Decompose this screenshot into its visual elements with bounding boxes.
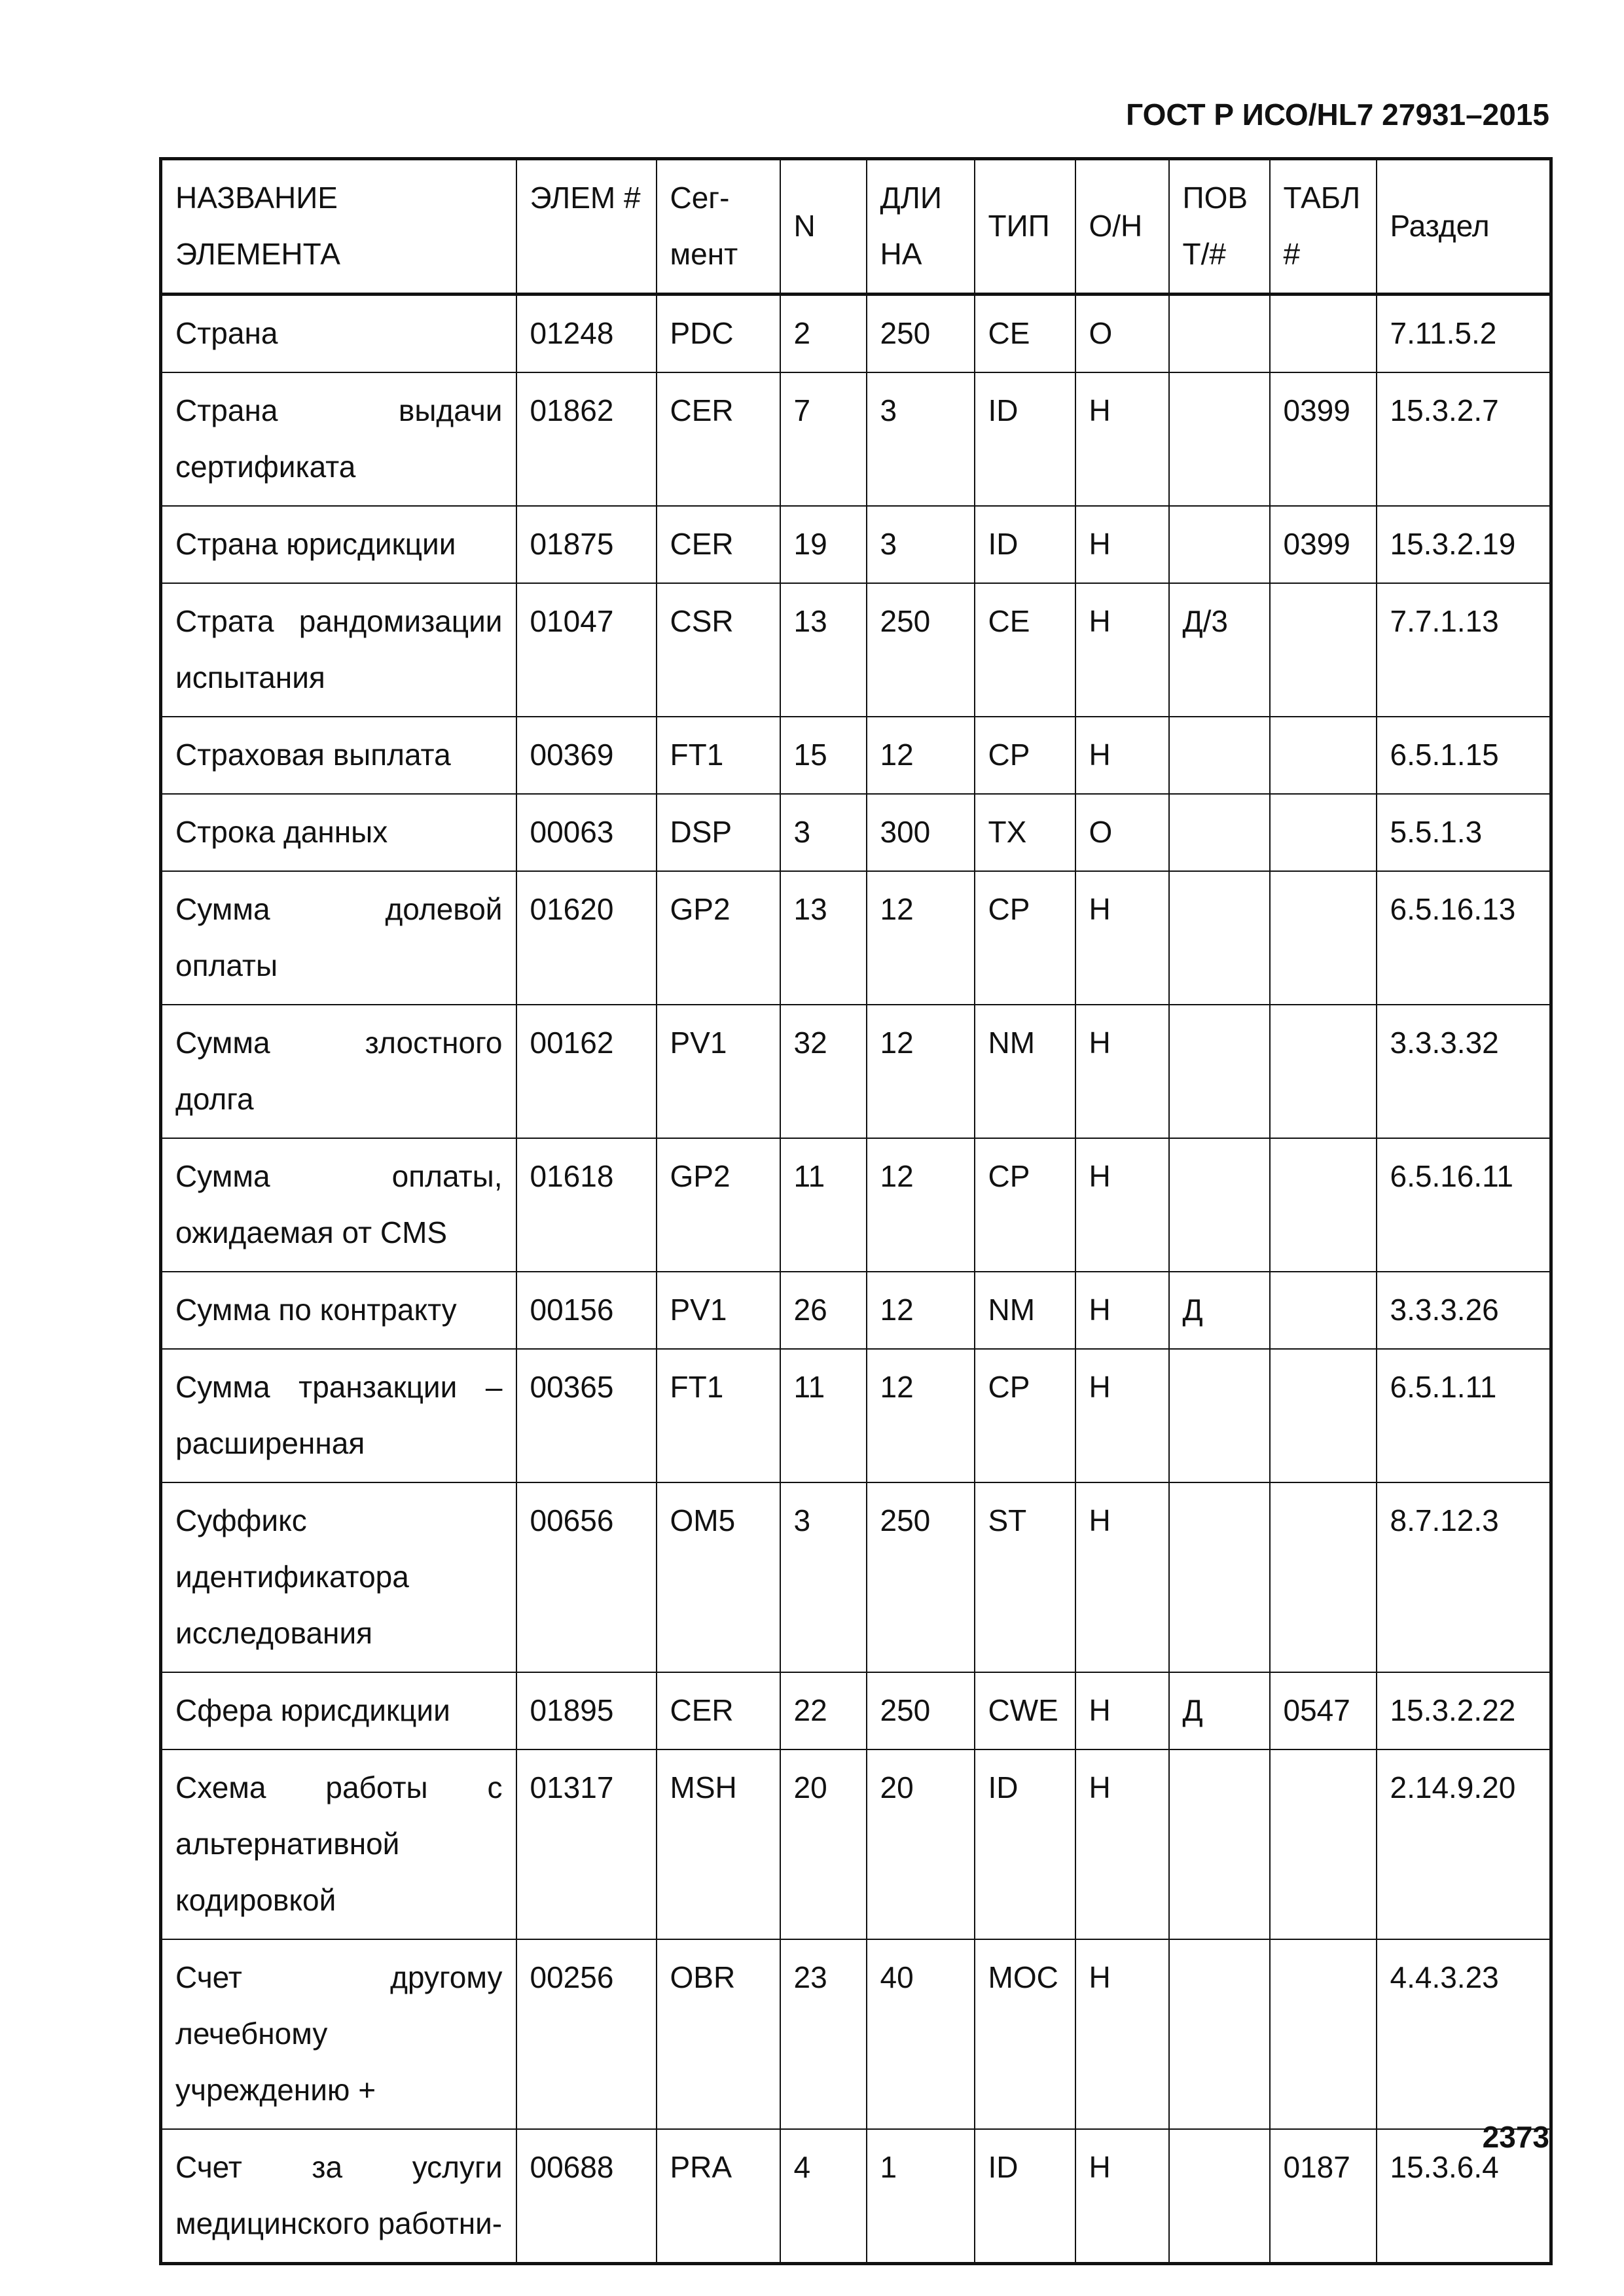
column-header-length: ДЛИНА	[867, 159, 975, 295]
cell-length: 40	[867, 1939, 975, 2129]
cell-table-number	[1270, 794, 1377, 871]
cell-segment: OM5	[657, 1482, 780, 1672]
cell-element-number: 01620	[516, 871, 657, 1005]
cell-repeat	[1169, 871, 1270, 1005]
cell-section: 4.4.3.23	[1377, 1939, 1551, 2129]
table-row	[161, 1749, 1551, 1939]
cell-table-number	[1270, 583, 1377, 717]
cell-repeat	[1169, 717, 1270, 794]
table-row	[161, 506, 1551, 583]
cell-repeat	[1169, 2129, 1270, 2264]
cell-length: 250	[867, 1672, 975, 1749]
cell-data-type: CWE	[975, 1672, 1075, 1749]
cell-required: Н	[1075, 1349, 1169, 1482]
cell-sequence-number: 11	[780, 1138, 867, 1272]
cell-required: О	[1075, 794, 1169, 871]
column-header-sequence-number: N	[780, 159, 867, 295]
cell-segment: MSH	[657, 1749, 780, 1939]
cell-section: 15.3.2.19	[1377, 506, 1551, 583]
table-body	[161, 295, 1551, 2264]
column-header-segment: Сег-мент	[657, 159, 780, 295]
column-header-element-number: ЭЛЕМ #	[516, 159, 657, 295]
cell-repeat	[1169, 1482, 1270, 1672]
cell-element-name: Сумма по контракту	[161, 1272, 516, 1349]
table-row	[161, 1272, 1551, 1349]
table-row	[161, 2129, 1551, 2264]
cell-segment: CER	[657, 1672, 780, 1749]
cell-required: Н	[1075, 583, 1169, 717]
cell-data-type: CE	[975, 583, 1075, 717]
cell-data-type: ID	[975, 372, 1075, 506]
cell-sequence-number: 4	[780, 2129, 867, 2264]
header-row	[161, 159, 1551, 295]
cell-required: Н	[1075, 1005, 1169, 1138]
cell-data-type: NM	[975, 1272, 1075, 1349]
cell-table-number	[1270, 717, 1377, 794]
cell-element-number: 00688	[516, 2129, 657, 2264]
cell-segment: CSR	[657, 583, 780, 717]
cell-section: 8.7.12.3	[1377, 1482, 1551, 1672]
cell-element-name: Страна юрисдикции	[161, 506, 516, 583]
table-row	[161, 1482, 1551, 1672]
cell-repeat: Д/3	[1169, 583, 1270, 717]
cell-section: 15.3.2.22	[1377, 1672, 1551, 1749]
cell-required: Н	[1075, 1138, 1169, 1272]
cell-repeat	[1169, 1005, 1270, 1138]
cell-sequence-number: 2	[780, 295, 867, 373]
cell-data-type: CP	[975, 717, 1075, 794]
cell-repeat	[1169, 1138, 1270, 1272]
column-header-repeat: ПОВТ/#	[1169, 159, 1270, 295]
cell-element-number: 01895	[516, 1672, 657, 1749]
cell-segment: OBR	[657, 1939, 780, 2129]
cell-element-name: Суффикс идентификатора исследования	[161, 1482, 516, 1672]
cell-repeat	[1169, 1349, 1270, 1482]
cell-section: 15.3.6.4	[1377, 2129, 1551, 2264]
table-row	[161, 794, 1551, 871]
cell-length: 12	[867, 1138, 975, 1272]
cell-table-number	[1270, 1749, 1377, 1939]
cell-element-number: 00256	[516, 1939, 657, 2129]
table-row	[161, 583, 1551, 717]
cell-section: 6.5.16.13	[1377, 871, 1551, 1005]
cell-element-name: Счет за услуги медицинского работни-	[161, 2129, 516, 2264]
cell-repeat: Д	[1169, 1672, 1270, 1749]
cell-element-number: 01618	[516, 1138, 657, 1272]
cell-sequence-number: 22	[780, 1672, 867, 1749]
cell-table-number	[1270, 1939, 1377, 2129]
cell-data-type: ID	[975, 2129, 1075, 2264]
cell-table-number	[1270, 1138, 1377, 1272]
cell-required: Н	[1075, 1749, 1169, 1939]
cell-section: 3.3.3.32	[1377, 1005, 1551, 1138]
cell-sequence-number: 11	[780, 1349, 867, 1482]
cell-element-name: Страна выдачи сертификата	[161, 372, 516, 506]
cell-length: 250	[867, 1482, 975, 1672]
cell-required: Н	[1075, 2129, 1169, 2264]
cell-length: 3	[867, 372, 975, 506]
cell-segment: PDC	[657, 295, 780, 373]
cell-repeat	[1169, 372, 1270, 506]
cell-length: 20	[867, 1749, 975, 1939]
table-row	[161, 871, 1551, 1005]
cell-element-number: 00063	[516, 794, 657, 871]
cell-required: O	[1075, 295, 1169, 373]
cell-length: 300	[867, 794, 975, 871]
cell-table-number	[1270, 871, 1377, 1005]
cell-data-type: MOC	[975, 1939, 1075, 2129]
cell-element-number: 00156	[516, 1272, 657, 1349]
cell-element-name: Сфера юрисдикции	[161, 1672, 516, 1749]
cell-table-number	[1270, 295, 1377, 373]
cell-element-number: 01875	[516, 506, 657, 583]
cell-length: 12	[867, 717, 975, 794]
cell-length: 1	[867, 2129, 975, 2264]
table-row	[161, 372, 1551, 506]
cell-repeat	[1169, 506, 1270, 583]
cell-segment: PV1	[657, 1272, 780, 1349]
cell-required: Н	[1075, 871, 1169, 1005]
column-header-element-name: НАЗВАНИЕ ЭЛЕМЕНТА	[161, 159, 516, 295]
document-header: ГОСТ Р ИСО/HL7 27931–2015	[1126, 98, 1549, 132]
cell-repeat: Д	[1169, 1272, 1270, 1349]
cell-data-type: CP	[975, 1349, 1075, 1482]
cell-section: 7.7.1.13	[1377, 583, 1551, 717]
cell-element-number: 00365	[516, 1349, 657, 1482]
cell-table-number: 0399	[1270, 506, 1377, 583]
table-header	[161, 159, 1551, 295]
cell-table-number: 0399	[1270, 372, 1377, 506]
cell-data-type: ST	[975, 1482, 1075, 1672]
cell-segment: PRA	[657, 2129, 780, 2264]
cell-section: 6.5.16.11	[1377, 1138, 1551, 1272]
cell-section: 3.3.3.26	[1377, 1272, 1551, 1349]
cell-section: 6.5.1.11	[1377, 1349, 1551, 1482]
cell-element-name: Сумма долевой оплаты	[161, 871, 516, 1005]
cell-repeat	[1169, 1749, 1270, 1939]
cell-sequence-number: 13	[780, 871, 867, 1005]
cell-sequence-number: 13	[780, 583, 867, 717]
cell-segment: DSP	[657, 794, 780, 871]
cell-required: Н	[1075, 1482, 1169, 1672]
table-row	[161, 1005, 1551, 1138]
cell-element-number: 00369	[516, 717, 657, 794]
data-elements-table	[159, 157, 1553, 2265]
cell-data-type: NM	[975, 1005, 1075, 1138]
table-row	[161, 717, 1551, 794]
cell-data-type: CE	[975, 295, 1075, 373]
cell-length: 3	[867, 506, 975, 583]
table-row	[161, 295, 1551, 373]
cell-element-number: 00656	[516, 1482, 657, 1672]
cell-length: 250	[867, 295, 975, 373]
cell-element-name: Счет другому лечебному учреждению +	[161, 1939, 516, 2129]
cell-section: 6.5.1.15	[1377, 717, 1551, 794]
cell-table-number	[1270, 1272, 1377, 1349]
cell-segment: GP2	[657, 871, 780, 1005]
cell-required: Н	[1075, 1272, 1169, 1349]
cell-length: 12	[867, 1349, 975, 1482]
cell-data-type: CP	[975, 871, 1075, 1005]
cell-element-name: Страховая выплата	[161, 717, 516, 794]
cell-sequence-number: 15	[780, 717, 867, 794]
cell-table-number: 0187	[1270, 2129, 1377, 2264]
cell-sequence-number: 3	[780, 1482, 867, 1672]
column-header-required: О/Н	[1075, 159, 1169, 295]
cell-segment: CER	[657, 506, 780, 583]
table-row	[161, 1672, 1551, 1749]
column-header-table-number: ТАБЛ#	[1270, 159, 1377, 295]
cell-repeat	[1169, 794, 1270, 871]
cell-table-number	[1270, 1482, 1377, 1672]
cell-sequence-number: 7	[780, 372, 867, 506]
cell-segment: CER	[657, 372, 780, 506]
table-row	[161, 1939, 1551, 2129]
cell-required: Н	[1075, 1672, 1169, 1749]
cell-repeat	[1169, 1939, 1270, 2129]
cell-section: 7.11.5.2	[1377, 295, 1551, 373]
cell-element-name: Страта рандомизации испытания	[161, 583, 516, 717]
cell-sequence-number: 32	[780, 1005, 867, 1138]
cell-section: 15.3.2.7	[1377, 372, 1551, 506]
cell-table-number	[1270, 1349, 1377, 1482]
column-header-data-type: ТИП	[975, 159, 1075, 295]
cell-element-name: Схема работы с альтернативной кодировкой	[161, 1749, 516, 1939]
cell-length: 12	[867, 871, 975, 1005]
cell-element-name: Сумма злостного долга	[161, 1005, 516, 1138]
cell-element-name: Страна	[161, 295, 516, 373]
page-number: 2373	[1482, 2120, 1549, 2154]
cell-repeat	[1169, 295, 1270, 373]
table-row	[161, 1138, 1551, 1272]
cell-table-number	[1270, 1005, 1377, 1138]
cell-required: Н	[1075, 717, 1169, 794]
cell-sequence-number: 23	[780, 1939, 867, 2129]
cell-element-number: 01047	[516, 583, 657, 717]
cell-section: 2.14.9.20	[1377, 1749, 1551, 1939]
cell-data-type: TX	[975, 794, 1075, 871]
cell-data-type: ID	[975, 506, 1075, 583]
cell-segment: FT1	[657, 717, 780, 794]
cell-data-type: ID	[975, 1749, 1075, 1939]
cell-element-number: 01862	[516, 372, 657, 506]
cell-length: 250	[867, 583, 975, 717]
cell-sequence-number: 26	[780, 1272, 867, 1349]
cell-required: Н	[1075, 506, 1169, 583]
cell-element-number: 01317	[516, 1749, 657, 1939]
cell-section: 5.5.1.3	[1377, 794, 1551, 871]
cell-required: Н	[1075, 372, 1169, 506]
cell-data-type: CP	[975, 1138, 1075, 1272]
cell-element-number: 00162	[516, 1005, 657, 1138]
cell-required: Н	[1075, 1939, 1169, 2129]
cell-sequence-number: 19	[780, 506, 867, 583]
cell-length: 12	[867, 1272, 975, 1349]
cell-segment: PV1	[657, 1005, 780, 1138]
cell-segment: FT1	[657, 1349, 780, 1482]
cell-segment: GP2	[657, 1138, 780, 1272]
cell-length: 12	[867, 1005, 975, 1138]
table-row	[161, 1349, 1551, 1482]
cell-element-name: Строка данных	[161, 794, 516, 871]
cell-table-number: 0547	[1270, 1672, 1377, 1749]
cell-element-name: Сумма оплаты, ожидаемая от CMS	[161, 1138, 516, 1272]
column-header-section: Раздел	[1377, 159, 1551, 295]
cell-element-number: 01248	[516, 295, 657, 373]
cell-sequence-number: 20	[780, 1749, 867, 1939]
cell-element-name: Сумма транзакции – расширенная	[161, 1349, 516, 1482]
cell-sequence-number: 3	[780, 794, 867, 871]
